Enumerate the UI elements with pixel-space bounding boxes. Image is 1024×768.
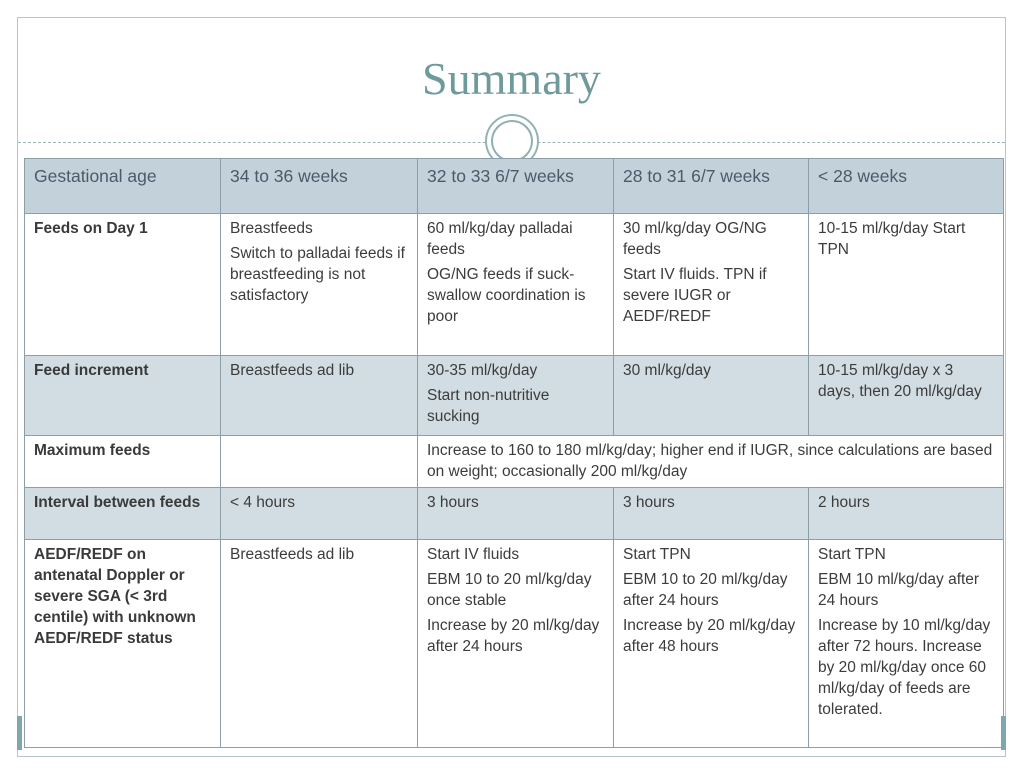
frame-accent-right (1001, 716, 1006, 750)
table-cell (614, 540, 809, 748)
slide-title: Summary (422, 53, 601, 104)
cell-text: Start non-nutritive sucking (427, 387, 550, 425)
table-cell (809, 540, 1004, 748)
table-cell-span: Increase to 160 to 180 ml/kg/day; higher end if IUGR, since calculations are based on weight; occasionally 200 ml/kg/day (418, 436, 1004, 488)
cell-text: Breastfeeds ad lib (230, 546, 355, 563)
cell-text: 30 ml/kg/day (623, 362, 711, 379)
table-header-row (25, 159, 1004, 214)
frame-accent-left (17, 716, 22, 750)
table-cell (809, 356, 1004, 436)
cell-text: 60 ml/kg/day palladai feeds (427, 220, 573, 258)
cell-text: Increase by 10 ml/kg/day after 72 hours. Increase by 20 ml/kg/day once 60 ml/kg/day of feeds are tolerated. (818, 617, 991, 718)
table-row-feed-increment (25, 356, 1004, 436)
cell-text: Start IV fluids (427, 546, 520, 563)
table-row-interval (25, 488, 1004, 540)
header-28-31-weeks: 28 to 31 6/7 weeks (614, 159, 809, 214)
table-cell: < 4 hours (221, 488, 418, 540)
row-label: Feeds on Day 1 (25, 214, 221, 356)
summary-table (24, 158, 1004, 748)
cell-text: Start TPN (818, 546, 886, 563)
table-row-maximum-feeds (25, 436, 1004, 488)
table-row-feeds-day1 (25, 214, 1004, 356)
header-gestational-age: Gestational age (25, 159, 221, 214)
table-cell (221, 356, 418, 436)
header-34-36-weeks: 34 to 36 weeks (221, 159, 418, 214)
cell-text: Breastfeeds ad lib (230, 362, 355, 379)
row-label: Maximum feeds (25, 436, 221, 488)
row-label: AEDF/REDF on antenatal Doppler or severe SGA (< 3rd centile) with unknown AEDF/REDF status (25, 540, 221, 748)
table-row-aedf-redf (25, 540, 1004, 748)
cell-text: Start IV fluids. TPN if severe IUGR or AEDF/REDF (623, 266, 767, 325)
cell-text: Switch to palladai feeds if breastfeeding is not satisfactory (230, 245, 405, 304)
cell-text: EBM 10 ml/kg/day after 24 hours (818, 571, 980, 609)
summary-table-container (24, 158, 1003, 750)
cell-text: 10-15 ml/kg/day Start TPN (818, 220, 966, 258)
cell-text: 30 ml/kg/day OG/NG feeds (623, 220, 767, 258)
cell-text: 10-15 ml/kg/day x 3 days, then 20 ml/kg/day (818, 362, 982, 400)
table-cell (221, 436, 418, 488)
cell-text: Breastfeeds (230, 220, 313, 237)
table-cell: 2 hours (809, 488, 1004, 540)
cell-text: EBM 10 to 20 ml/kg/day after 24 hours (623, 571, 788, 609)
table-cell (221, 214, 418, 356)
table-cell (221, 540, 418, 748)
cell-text: Increase by 20 ml/kg/day after 48 hours (623, 617, 796, 655)
table-cell (418, 540, 614, 748)
table-cell (614, 214, 809, 356)
table-cell: 3 hours (418, 488, 614, 540)
header-under-28-weeks: < 28 weeks (809, 159, 1004, 214)
table-cell (418, 214, 614, 356)
table-cell (418, 356, 614, 436)
row-label: Interval between feeds (25, 488, 221, 540)
row-label: Feed increment (25, 356, 221, 436)
cell-text: OG/NG feeds if suck-swallow coordination is poor (427, 266, 586, 325)
table-cell: 3 hours (614, 488, 809, 540)
cell-text: Start TPN (623, 546, 691, 563)
divider-ornament-inner (491, 120, 533, 162)
cell-text: Increase by 20 ml/kg/day after 24 hours (427, 617, 600, 655)
cell-text: 30-35 ml/kg/day (427, 362, 538, 379)
cell-text: EBM 10 to 20 ml/kg/day once stable (427, 571, 592, 609)
header-32-33-weeks: 32 to 33 6/7 weeks (418, 159, 614, 214)
table-cell (809, 214, 1004, 356)
table-cell (614, 356, 809, 436)
